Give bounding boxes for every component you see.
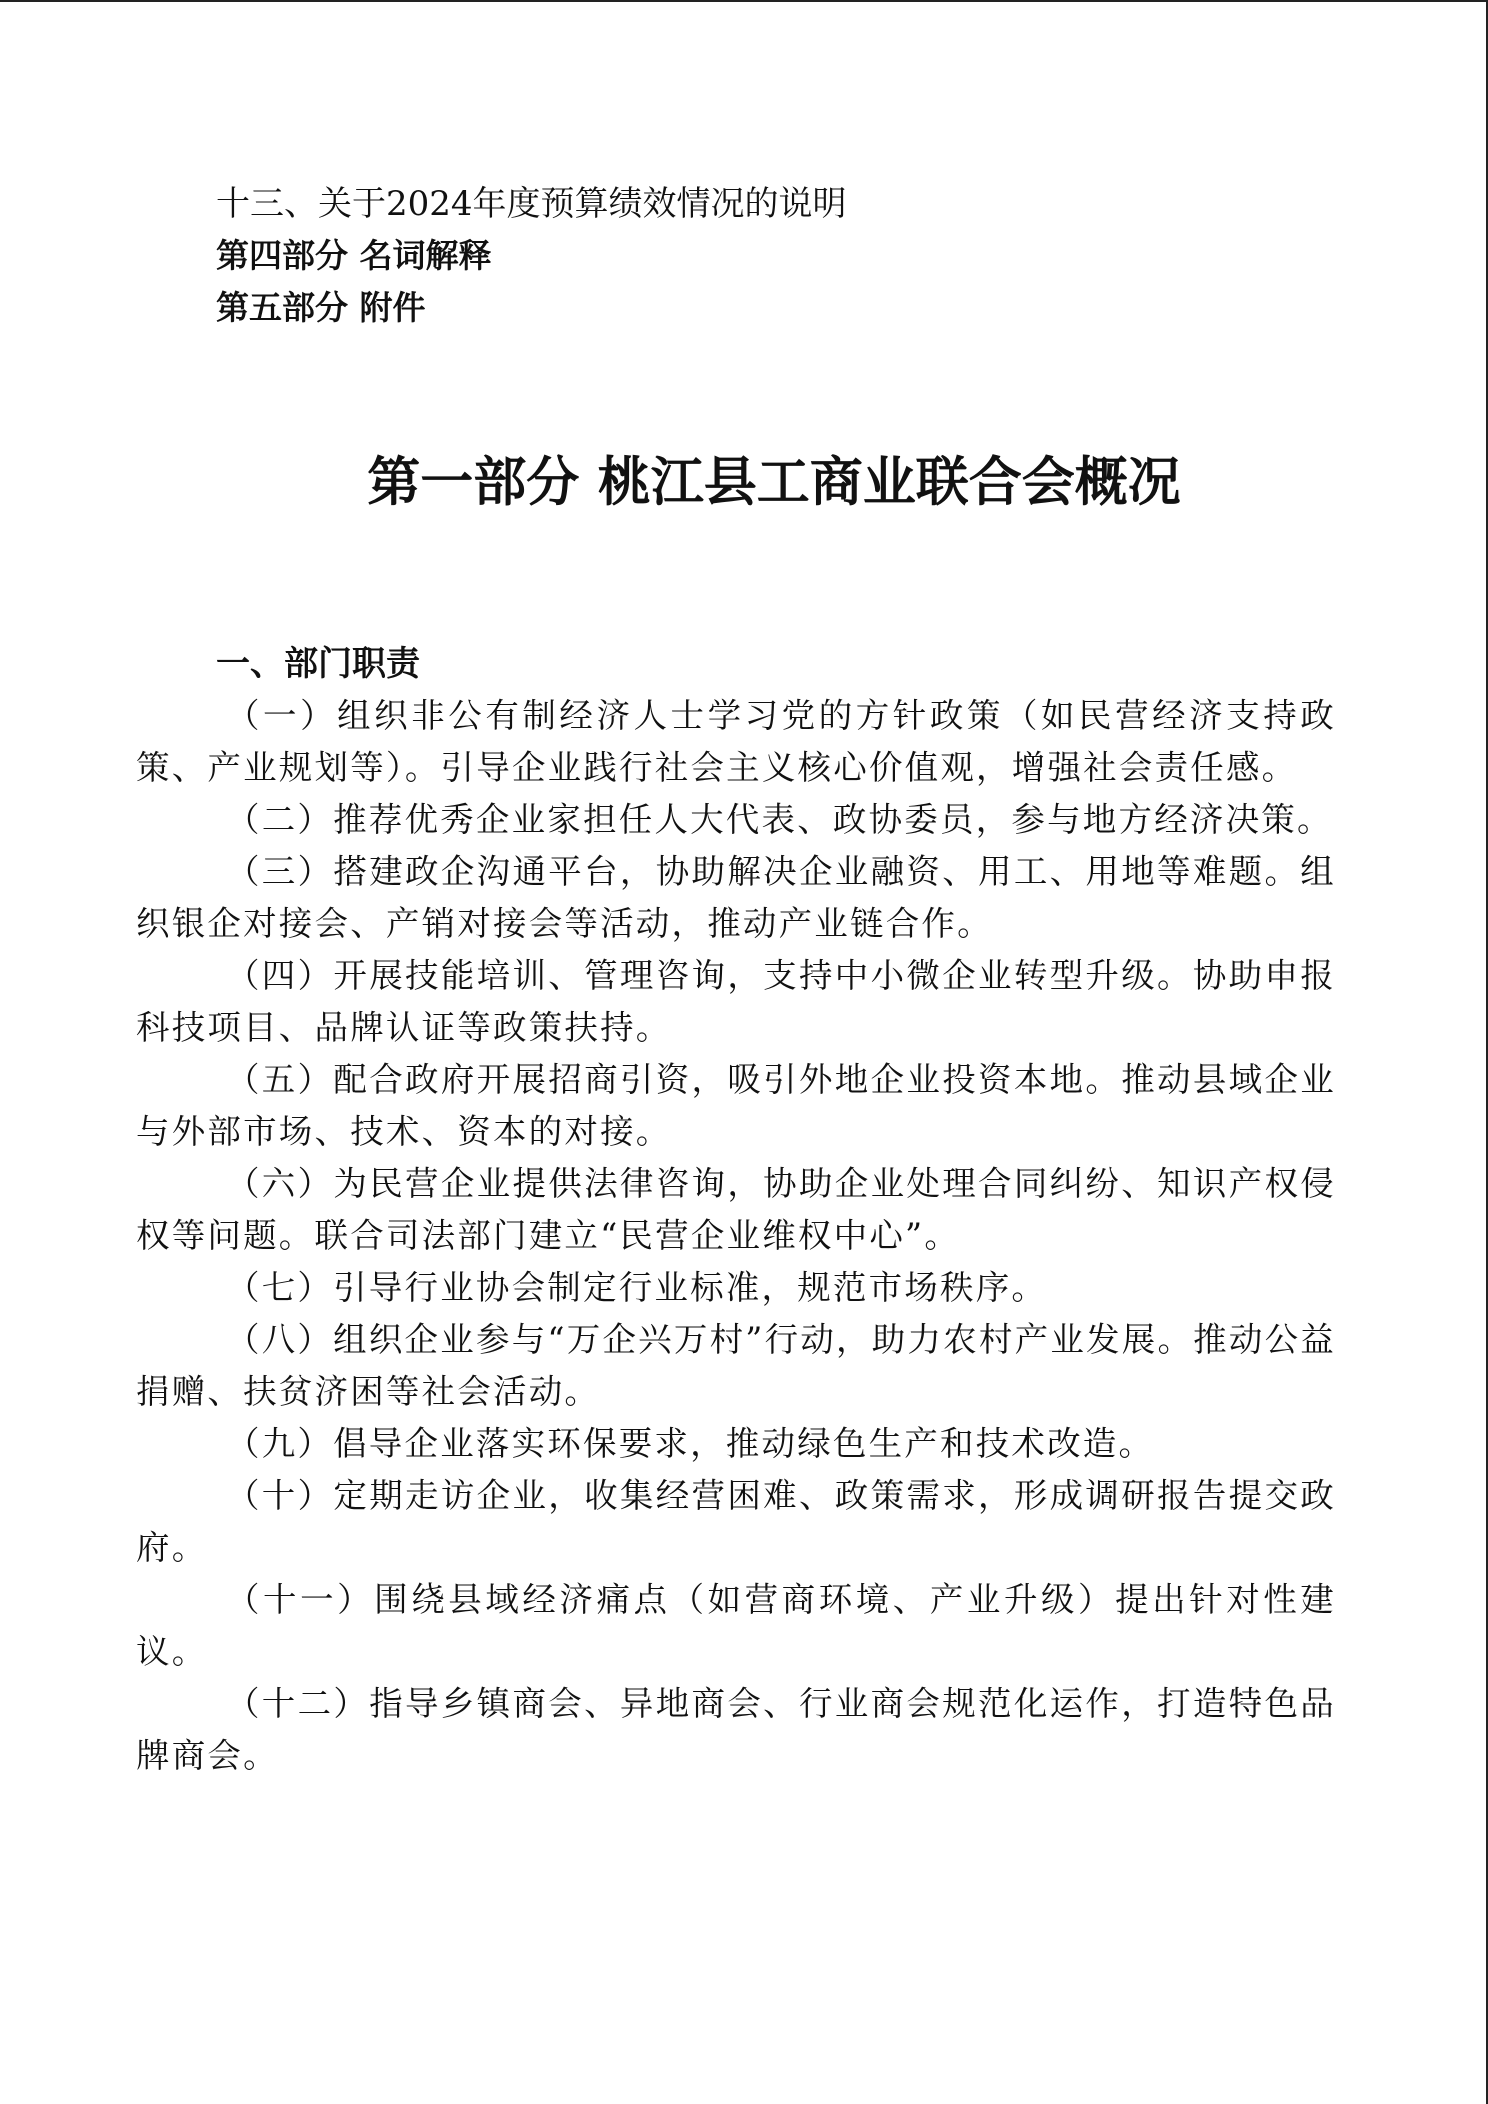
department-duties-section xyxy=(136,638,1336,1782)
duty-paragraph-8: （八）组织企业参与“万企兴万村”行动，助力农村产业发展。推动公益捐赠、扶贫济困等社会活动。 xyxy=(136,1320,1336,1411)
duty-paragraph-3: （三）搭建政企沟通平台，协助解决企业融资、用工、用地等难题。组织银企对接会、产销对接会等活动，推动产业链合作。 xyxy=(136,852,1336,943)
toc-item-13: 十三、关于2024年度预算绩效情况的说明 xyxy=(216,184,847,224)
toc-part-5: 第五部分 附件 xyxy=(216,288,426,327)
section-heading: 一、部门职责 xyxy=(216,644,420,684)
duty-paragraph-5: （五）配合政府开展招商引资，吸引外地企业投资本地。推动县域企业与外部市场、技术、资本的对接。 xyxy=(136,1060,1336,1151)
table-of-contents xyxy=(216,178,1316,334)
duty-paragraph-4: （四）开展技能培训、管理咨询，支持中小微企业转型升级。协助申报科技项目、品牌认证等政策扶持。 xyxy=(136,956,1336,1047)
duty-paragraph-1: （一）组织非公有制经济人士学习党的方针政策（如民营经济支持政策、产业规划等）。引导企业践行社会主义核心价值观，增强社会责任感。 xyxy=(136,696,1336,787)
duty-paragraph-6: （六）为民营企业提供法律咨询，协助企业处理合同纠纷、知识产权侵权等问题。联合司法部门建立“民营企业维权中心”。 xyxy=(136,1164,1336,1255)
duty-paragraph-2: （二）推荐优秀企业家担任人大代表、政协委员，参与地方经济决策。 xyxy=(226,800,1333,839)
duty-paragraph-11: （十一）围绕县域经济痛点（如营商环境、产业升级）提出针对性建议。 xyxy=(136,1580,1336,1671)
duty-paragraph-12: （十二）指导乡镇商会、异地商会、行业商会规范化运作，打造特色品牌商会。 xyxy=(136,1684,1336,1775)
toc-part-4: 第四部分 名词解释 xyxy=(216,236,492,275)
duty-paragraph-9: （九）倡导企业落实环保要求，推动绿色生产和技术改造。 xyxy=(226,1424,1155,1463)
part-one-title: 第一部分 桃江县工商业联合会概况 xyxy=(367,452,1181,513)
duty-paragraph-10: （十）定期走访企业，收集经营困难、政策需求，形成调研报告提交政府。 xyxy=(136,1476,1336,1567)
duty-paragraph-7: （七）引导行业协会制定行业标准，规范市场秩序。 xyxy=(226,1268,1048,1307)
